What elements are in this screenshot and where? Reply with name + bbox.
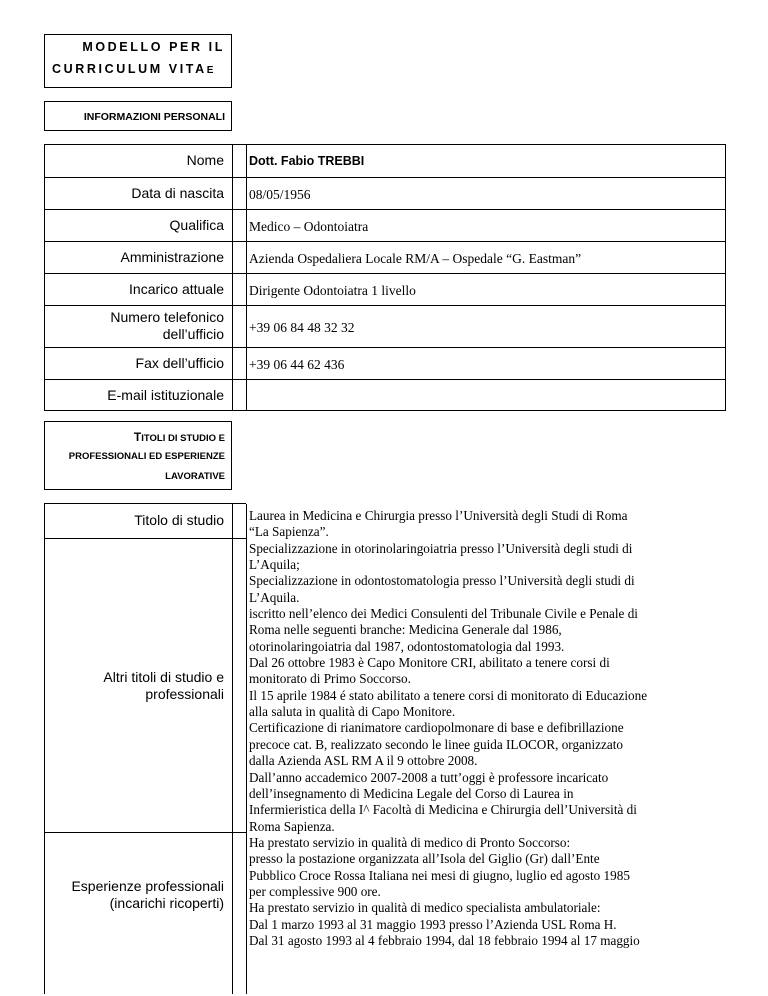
field-value-name: Dott. Fabio TREBBI <box>249 154 365 168</box>
field-value-qualification: Medico – Odontoiatra <box>249 219 369 234</box>
text-line: dell’insegnamento di Medicina Legale del Corso di Laurea in <box>249 785 574 801</box>
text-line: monitorato di Primo Soccorso. <box>249 671 411 687</box>
text-line: Il 15 aprile 1984 é stato abilitato a tenere corsi di monitorato di Educazione <box>249 687 648 703</box>
table-row <box>44 504 246 538</box>
text-line: Certificazione di rianimatore cardiopolmonare di base e defibrillazione <box>249 720 624 736</box>
cv-model-title-line1: MODELLO PER IL <box>82 40 225 54</box>
text-line: precoce cat. B, realizzato secondo le linee guida ILOCOR, organizzato <box>249 736 623 752</box>
text-line: “La Sapienza”. <box>249 524 329 540</box>
table-row <box>44 145 725 177</box>
cv-model-title-line2-small: E <box>206 65 214 76</box>
text-line: Laurea in Medicina e Chirurgia presso l’Università degli Studi di Roma <box>249 508 628 523</box>
text-line: presso la postazione organizzata all’Isola del Giglio (Gr) dall’Ente <box>249 851 600 867</box>
text-line: otorinolaringoiatria dal 1987, odontostomatologia dal 1993. <box>249 638 565 654</box>
studies-heading-line3: LAVORATIVE <box>165 471 225 482</box>
text-line: alla saluta in qualità di Capo Monitore. <box>249 704 456 720</box>
field-label-line2: dell’ufficio <box>162 326 224 342</box>
field-value-birthdate: 08/05/1956 <box>249 187 311 202</box>
field-label-line1: Esperienze professionali <box>71 878 224 894</box>
table-row <box>44 241 725 274</box>
table-row <box>44 177 725 210</box>
studies-heading-line1: TITOLI DI STUDIO E <box>133 430 225 444</box>
table-row <box>44 538 246 833</box>
field-label: Incarico attuale <box>129 281 224 297</box>
text-line: Dall’anno accademico 2007-2008 a tutt’oggi è professore incaricato <box>249 769 609 785</box>
text-line: L’Aquila; <box>249 557 300 573</box>
field-label: Data di nascita <box>131 185 224 201</box>
field-label: Nome <box>186 152 224 168</box>
studies-heading-line2: PROFESSIONALI ED ESPERIENZE <box>68 451 225 462</box>
cv-model-title-box <box>44 34 232 88</box>
field-label <box>44 309 224 343</box>
text-line: Pubblico Croce Rossa Italiana nei mesi di giugno, luglio ed agosto 1985 <box>249 867 630 883</box>
personal-info-table <box>44 144 726 411</box>
field-label <box>44 669 224 703</box>
field-label-line1: Altri titoli di studio e <box>103 669 224 685</box>
studies-table <box>44 503 648 994</box>
field-value-office-phone: +39 06 84 48 32 32 <box>249 320 355 335</box>
text-line: Roma nelle seguenti branche: Medicina Generale dal 1986, <box>249 622 562 638</box>
field-label: E-mail istituzionale <box>107 387 224 403</box>
personal-info-heading: INFORMAZIONI PERSONALI <box>83 111 225 123</box>
field-label <box>44 878 224 912</box>
field-label-line1: Numero telefonico <box>110 309 224 325</box>
text-line: Dal 26 ottobre 1983 è Capo Monitore CRI, abilitato a tenere corsi di <box>249 655 610 671</box>
text-line: iscritto nell’elenco dei Medici Consulenti del Tribunale Civile e Penale di <box>249 606 638 622</box>
field-value-office-fax: +39 06 44 62 436 <box>249 357 345 372</box>
table-row <box>44 832 246 996</box>
table-row <box>44 305 725 348</box>
studies-text <box>249 508 768 949</box>
field-label: Amministrazione <box>120 249 224 265</box>
text-line: per complessive 900 ore. <box>249 883 381 899</box>
text-line: Specializzazione in odontostomatologia presso l’Università degli studi di <box>249 573 635 589</box>
field-label: Titolo di studio <box>134 512 224 528</box>
text-line: Infermieristica della I^ Facoltà di Medicina e Chirurgia dell’Università di <box>249 802 637 818</box>
cv-model-title-line2-main: CURRICULUM VITA <box>52 62 207 76</box>
text-line: Dal 31 agosto 1993 al 4 febbraio 1994, dal 18 febbraio 1994 al 17 maggio <box>249 932 640 948</box>
table-row <box>44 209 725 242</box>
text-line: Dal 1 marzo 1993 al 31 maggio 1993 presso l’Azienda USL Roma H. <box>249 916 617 932</box>
field-value-administration: Azienda Ospedaliera Locale RM/A – Ospedale “G. Eastman” <box>249 251 582 266</box>
personal-info-heading-box <box>44 101 232 131</box>
field-label-line2: professionali <box>145 686 224 702</box>
table-row <box>44 379 725 412</box>
table-row <box>44 273 725 306</box>
field-label: Qualifica <box>169 217 224 233</box>
text-line: L’Aquila. <box>249 589 300 605</box>
field-value-current-role: Dirigente Odontoiatra 1 livello <box>249 283 416 298</box>
table-row <box>44 347 725 380</box>
cv-model-title-line2 <box>52 62 213 76</box>
text-line: dalla Azienda ASL RM A il 9 ottobre 2008. <box>249 753 478 769</box>
studies-heading-box <box>44 421 232 490</box>
field-label-line2: (incarichi ricoperti) <box>109 895 224 911</box>
text-line: Roma Sapienza. <box>249 818 335 834</box>
text-line: Ha prestato servizio in qualità di medico specialista ambulatoriale: <box>249 900 601 916</box>
field-label: Fax dell’ufficio <box>135 355 224 371</box>
text-line: Specializzazione in otorinolaringoiatria presso l’Università degli studi di <box>249 540 633 556</box>
text-line: Ha prestato servizio in qualità di medico di Pronto Soccorso: <box>249 834 571 850</box>
